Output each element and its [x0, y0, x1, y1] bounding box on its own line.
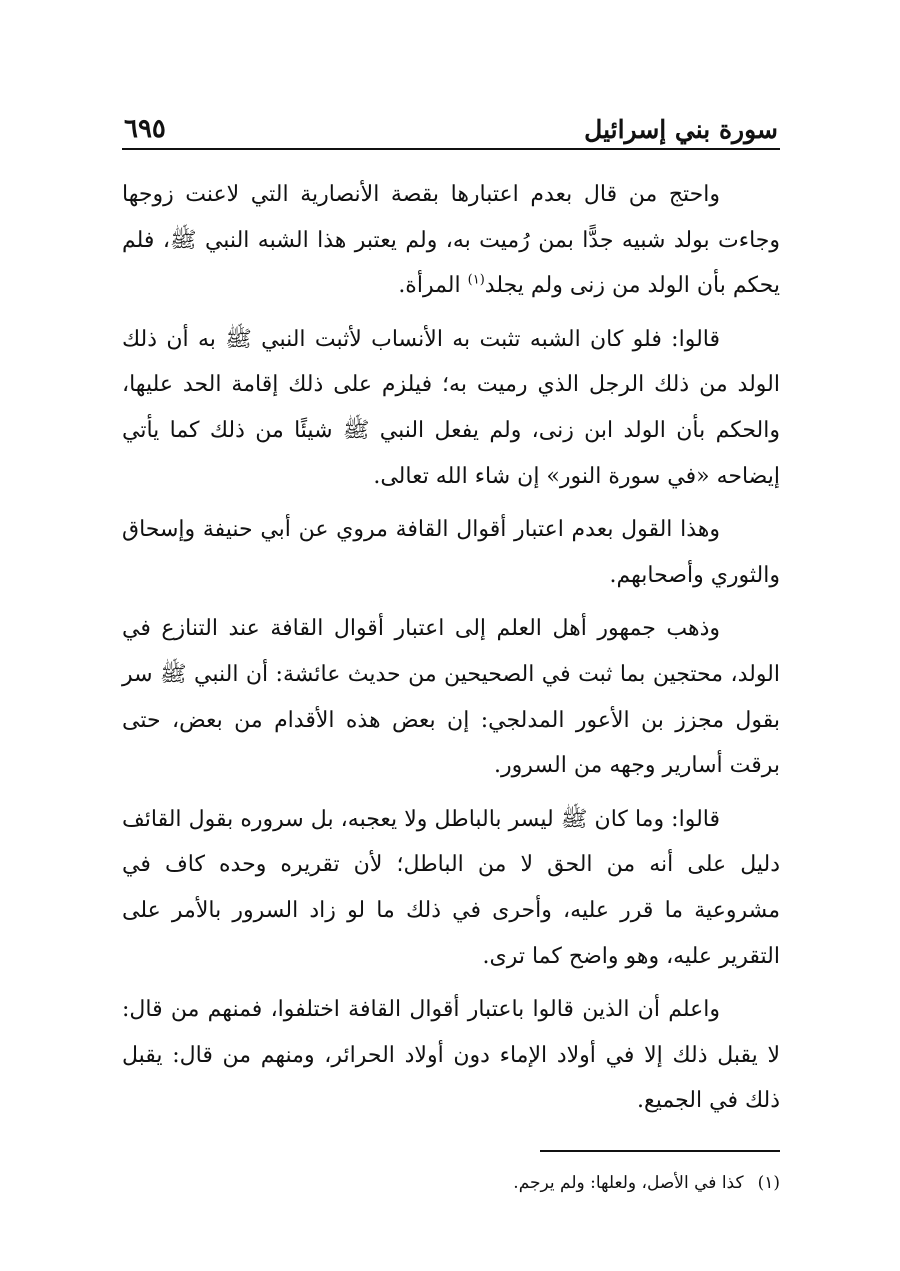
paragraph: قالوا: وما كان ﷺ ليسر بالباطل ولا يعجبه، بل سروره بقول القائف دليل على أنه من الحق لا من الباطل؛ لأن تقريره وحده كاف في مشروعية ما قرر عليه، وأحرى في ذلك ما لو زاد السرور بالأمر على التقرير عليه، وهو واضح كما ترى. [122, 806, 780, 969]
running-header [122, 92, 780, 150]
footnote-divider [540, 1150, 780, 1152]
footnote-marker: (١) [757, 1172, 780, 1193]
page-number: ٦٩٥ [124, 114, 166, 144]
footnote-text: كذا في الأصل، ولعلها: ولم يرجم. [513, 1172, 744, 1193]
paragraph: وذهب جمهور أهل العلم إلى اعتبار أقوال القافة عند التنازع في الولد، محتجين بما ثبت في الصحيحين من حديث عائشة: أن النبي ﷺ سر بقول مجزز بن الأعور المدلجي: إن بعض هذه الأقدام من بعض، حتى برقت أسارير وجهه من السرور. [122, 616, 780, 779]
paragraph: واعلم أن الذين قالوا باعتبار أقوال القافة اختلفوا، فمنهم من قال: لا يقبل ذلك إلا في أولاد الإماء دون أولاد الحرائر، ومنهم من قال: يقبل ذلك في الجميع. [122, 997, 780, 1114]
paragraph [122, 172, 780, 309]
paragraph-text: واحتج من قال بعدم اعتبارها بقصة الأنصارية التي لاعنت زوجها وجاءت بولد شبيه جدًّا بمن رُميت به، ولم يعتبر هذا الشبه النبي ﷺ، فلم يحكم بأن الولد من زنى ولم يجلد [122, 182, 780, 299]
book-page [122, 92, 780, 1198]
paragraph-text: المرأة. [398, 273, 468, 299]
footnote-reference: (١) [467, 272, 485, 288]
footnote [122, 1168, 780, 1198]
chapter-title: سورة بني إسرائيل [584, 115, 778, 144]
body-text [122, 172, 780, 1124]
paragraph: وهذا القول بعدم اعتبار أقوال القافة مروي عن أبي حنيفة وإسحاق والثوري وأصحابهم. [122, 517, 780, 588]
paragraph: قالوا: فلو كان الشبه تثبت به الأنساب لأثبت النبي ﷺ به أن ذلك الولد من ذلك الرجل الذي رميت به؛ فيلزم على ذلك إقامة الحد عليها، والحكم بأن الولد ابن زنى، ولم يفعل النبي ﷺ شيئًا من ذلك كما يأتي إيضاحه «في سورة النور» إن شاء الله تعالى. [122, 326, 780, 489]
